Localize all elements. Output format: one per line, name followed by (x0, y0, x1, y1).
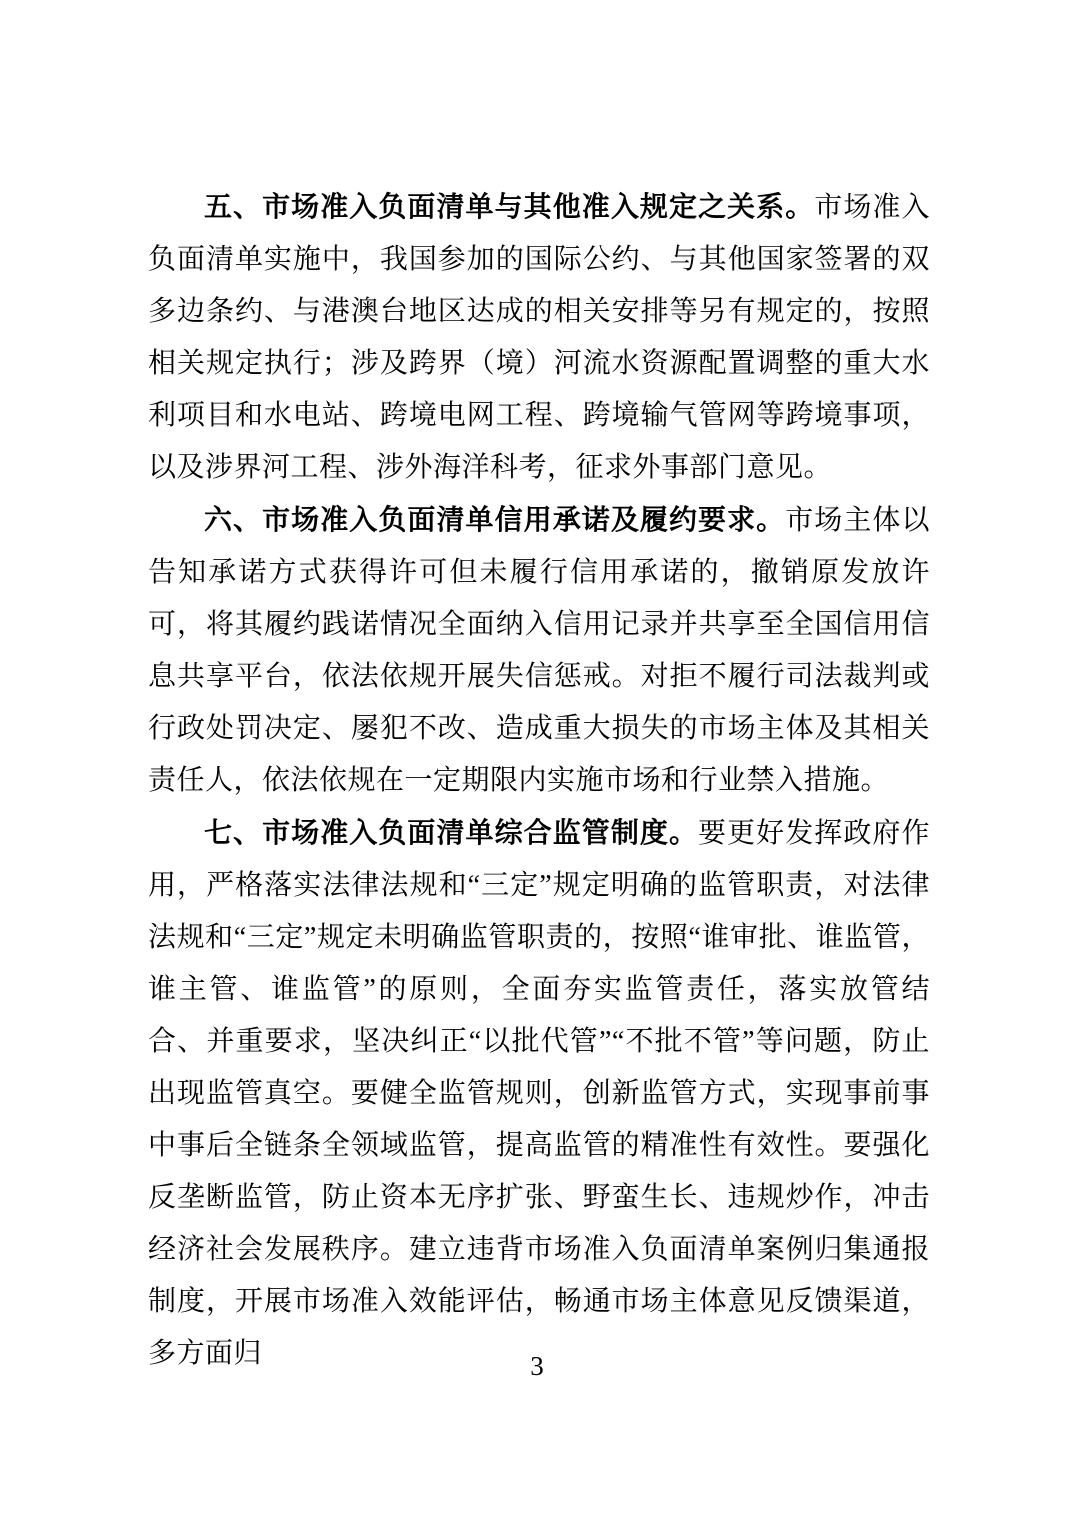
document-body (148, 181, 930, 1380)
section-body-5: 市场准入负面清单实施中，我国参加的国际公约、与其他国家签署的双多边条约、与港澳台地区达成的相关安排等另有规定的，按照相关规定执行；涉及跨界（境）河流水资源配置调整的重大水利项目和水电站、跨境电网工程、跨境输气管网等跨境事项，以及涉界河工程、涉外海洋科考，征求外事部门意见。 (148, 192, 930, 483)
section-heading-5: 五、市场准入负面清单与其他准入规定之关系。 (204, 191, 815, 222)
section-heading-7: 七、市场准入负面清单综合监管制度。 (204, 817, 699, 848)
section-body-6: 市场主体以告知承诺方式获得许可但未履行信用承诺的，撤销原发放许可，将其履约践诺情况全面纳入信用记录并共享至全国信用信息共享平台，依法依规开展失信惩戒。对拒不履行司法裁判或行政处罚决定、屡犯不改、造成重大损失的市场主体及其相关责任人，依法依规在一定期限内实施市场和行业禁入措施。 (148, 505, 930, 796)
section-paragraph-5 (148, 181, 930, 494)
section-paragraph-6 (148, 494, 930, 807)
page-number: 3 (530, 1351, 544, 1381)
section-heading-6: 六、市场准入负面清单信用承诺及履约要求。 (204, 504, 786, 535)
section-body-7: 要更好发挥政府作用，严格落实法律法规和“三定”规定明确的监管职责，对法律法规和“三定”规定未明确监管职责的，按照“谁审批、谁监管，谁主管、谁监管”的原则，全面夯实监管责任，落实放管结合、并重要求，坚决纠正“以批代管”“不批不管”等问题，防止出现监管真空。要健全监管规则，创新监管方式，实现事前事中事后全链条全领域监管，提高监管的精准性有效性。要强化反垄断监管，防止资本无序扩张、野蛮生长、违规炒作，冲击经济社会发展秩序。建立违背市场准入负面清单案例归集通报制度，开展市场准入效能评估，畅通市场主体意见反馈渠道，多方面归 (148, 818, 930, 1369)
section-paragraph-7 (148, 807, 930, 1380)
